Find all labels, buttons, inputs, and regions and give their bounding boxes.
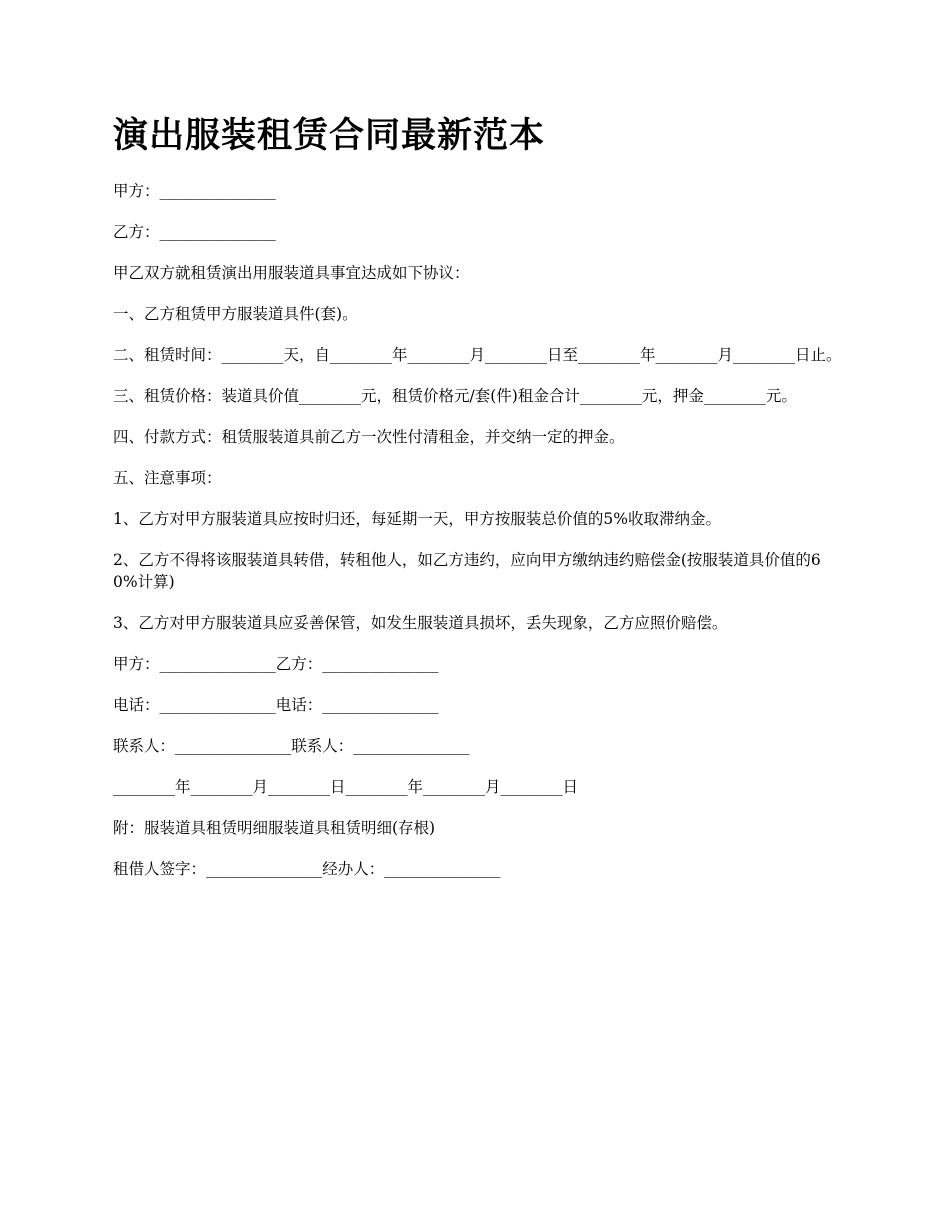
signature-contact-line: 联系人：_______________联系人：_______________ <box>113 737 470 755</box>
signature-parties-line: 甲方：_______________乙方：_______________ <box>113 655 439 673</box>
note-1-late-return: 1、乙方对甲方服装道具应按时归还，每延期一天，甲方按服装总价值的5%收取滞纳金。 <box>113 510 721 528</box>
note-3-damage-loss: 3、乙方对甲方服装道具应妥善保管，如发生服装道具损坏，丢失现象，乙方应照价赔偿。 <box>113 614 728 632</box>
clause-4-payment-method: 四、付款方式：租赁服装道具前乙方一次性付清租金，并交纳一定的押金。 <box>113 428 625 446</box>
agreement-intro: 甲乙双方就租赁演出用服装道具事宜达成如下协议： <box>113 264 470 282</box>
clause-1-rental-items: 一、乙方租赁甲方服装道具件(套)。 <box>113 305 358 323</box>
clause-2-rental-period: 二、租赁时间：________天，自________年________月________日至________年________月________日止。 <box>113 346 842 364</box>
document-title: 演出服装租赁合同最新范本 <box>113 116 546 156</box>
clause-5-notes-heading: 五、注意事项： <box>113 469 222 487</box>
party-a-line: 甲方：_______________ <box>113 182 276 200</box>
signature-phone-line: 电话：_______________电话：_______________ <box>113 696 439 714</box>
clause-3-rental-price: 三、租赁价格：装道具价值________元，租赁价格元/套(件)租金合计________元，押金________元。 <box>113 387 797 405</box>
note-2-no-sublease: 2、乙方不得将该服装道具转借，转租他人，如乙方违约，应向甲方缴纳违约赔偿金(按服装道具价值的60%计算) <box>113 551 821 591</box>
borrower-signature-line: 租借人签字：_______________经办人：_______________ <box>113 860 501 878</box>
party-b-line: 乙方：_______________ <box>113 223 276 241</box>
signature-date-line: ________年________月________日________年________月________日 <box>113 778 579 796</box>
appendix-line: 附：服装道具租赁明细服装道具租赁明细(存根) <box>113 819 436 837</box>
document-page <box>113 112 843 899</box>
